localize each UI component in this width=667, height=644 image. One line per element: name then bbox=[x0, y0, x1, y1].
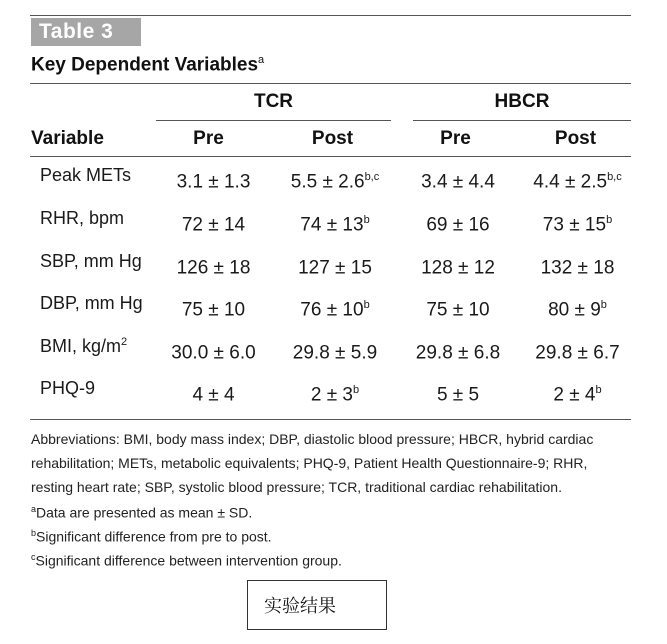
cell-value: 5.5 ± 2.6 bbox=[290, 171, 365, 193]
cell-value: 30.0 ± 6.0 bbox=[171, 342, 256, 364]
hbcr-pre-header: Pre bbox=[440, 128, 471, 149]
hbcr-group-rule bbox=[413, 120, 631, 121]
variable-cell bbox=[40, 251, 142, 272]
variable-superscript: 2 bbox=[121, 336, 128, 348]
variable-cell bbox=[40, 336, 127, 357]
tcr-pre-cell bbox=[156, 384, 271, 406]
table-row bbox=[0, 291, 667, 325]
variable-label: BMI, kg/m bbox=[40, 336, 122, 356]
footnote-c-mark: c bbox=[31, 552, 36, 562]
group-header-hbcr: HBCR bbox=[494, 91, 550, 112]
hbcr-post-cell bbox=[520, 299, 635, 321]
tcr-group-rule bbox=[156, 120, 391, 121]
footnote-abbreviations-line-3: resting heart rate; SBP, systolic blood pressure; TCR, traditional cardiac rehabilitation. bbox=[31, 479, 562, 495]
cell-footnote-mark: b bbox=[363, 299, 370, 311]
variable-column-header: Variable bbox=[31, 128, 104, 149]
header-top-rule bbox=[30, 83, 631, 84]
hbcr-post-cell bbox=[520, 342, 635, 364]
cell-footnote-mark: b bbox=[606, 214, 613, 226]
hbcr-pre-cell bbox=[408, 214, 508, 236]
variable-label: Peak METs bbox=[40, 165, 132, 185]
tcr-post-cell bbox=[275, 342, 395, 364]
variable-cell bbox=[40, 378, 95, 399]
cell-value: 2 ± 4 bbox=[553, 384, 596, 406]
cell-value: 69 ± 16 bbox=[426, 214, 490, 236]
tcr-post-cell bbox=[275, 257, 395, 279]
footnote-b-mark: b bbox=[31, 528, 37, 538]
hbcr-post-cell bbox=[520, 214, 635, 236]
cell-value: 76 ± 10 bbox=[300, 299, 364, 321]
cell-value: 29.8 ± 6.7 bbox=[535, 342, 620, 364]
tcr-post-cell bbox=[275, 214, 395, 236]
footnote-b bbox=[31, 528, 272, 545]
table-row bbox=[0, 334, 667, 368]
cell-value: 75 ± 10 bbox=[426, 299, 490, 321]
cell-value: 3.4 ± 4.4 bbox=[421, 171, 495, 193]
cell-footnote-mark: b bbox=[363, 214, 370, 226]
variable-cell bbox=[40, 165, 131, 186]
table-row bbox=[0, 249, 667, 283]
tcr-post-cell bbox=[275, 299, 395, 321]
cell-value: 126 ± 18 bbox=[176, 257, 251, 279]
tcr-pre-header: Pre bbox=[193, 128, 224, 149]
cell-value: 80 ± 9 bbox=[548, 299, 601, 321]
tcr-pre-cell bbox=[156, 342, 271, 364]
cell-value: 4.4 ± 2.5 bbox=[533, 171, 608, 193]
cell-value: 3.1 ± 1.3 bbox=[176, 171, 251, 193]
cell-value: 74 ± 13 bbox=[300, 214, 364, 236]
table-title bbox=[31, 54, 264, 76]
footnote-abbreviations-line-2: rehabilitation; METs, metabolic equivalents; PHQ-9, Patient Health Questionnaire-9; RHR, bbox=[31, 455, 588, 471]
footnote-a-mark: a bbox=[31, 504, 37, 514]
tcr-post-cell bbox=[275, 384, 395, 406]
cell-value: 75 ± 10 bbox=[181, 299, 246, 321]
footnote-abbreviations-line-1: Abbreviations: BMI, body mass index; DBP, diastolic blood pressure; HBCR, hybrid cardiac bbox=[31, 431, 594, 447]
table-title-footnote-mark: a bbox=[258, 54, 265, 66]
cell-value: 128 ± 12 bbox=[421, 257, 495, 279]
table-bottom-rule bbox=[30, 419, 631, 420]
hbcr-post-cell bbox=[520, 257, 635, 279]
variable-cell bbox=[40, 208, 124, 229]
hbcr-post-cell bbox=[520, 384, 635, 406]
hbcr-post-cell bbox=[520, 171, 635, 193]
tcr-pre-cell bbox=[156, 171, 271, 193]
tcr-post-header: Post bbox=[311, 128, 354, 149]
footnote-c-text: Significant difference between intervention group. bbox=[35, 552, 342, 569]
tcr-post-cell bbox=[275, 171, 395, 193]
group-header-tcr: TCR bbox=[253, 91, 294, 112]
cell-footnote-mark: b bbox=[600, 299, 607, 311]
tcr-pre-cell bbox=[156, 299, 271, 321]
table-row bbox=[0, 163, 667, 197]
footnote-b-text: Significant difference from pre to post. bbox=[36, 528, 272, 545]
hbcr-pre-cell bbox=[408, 171, 508, 193]
cell-value: 132 ± 18 bbox=[540, 257, 615, 279]
cell-footnote-mark: b,c bbox=[364, 171, 380, 183]
cell-value: 72 ± 14 bbox=[181, 214, 246, 236]
cell-footnote-mark: b bbox=[353, 384, 360, 396]
variable-label: PHQ-9 bbox=[40, 378, 96, 398]
tcr-pre-cell bbox=[156, 214, 271, 236]
variable-cell bbox=[40, 293, 143, 314]
variable-label: SBP, mm Hg bbox=[40, 251, 142, 271]
footnote-a-text: Data are presented as mean ± SD. bbox=[36, 504, 253, 521]
table-row bbox=[0, 376, 667, 410]
cell-footnote-mark: b,c bbox=[607, 171, 622, 183]
header-bottom-rule bbox=[30, 156, 631, 157]
cell-value: 127 ± 15 bbox=[298, 257, 372, 279]
footnote-c bbox=[31, 552, 342, 569]
hbcr-pre-cell bbox=[408, 299, 508, 321]
cell-value: 4 ± 4 bbox=[192, 384, 235, 406]
variable-label: DBP, mm Hg bbox=[40, 293, 143, 313]
tcr-pre-cell bbox=[156, 257, 271, 279]
hbcr-pre-cell bbox=[408, 384, 508, 406]
cell-value: 5 ± 5 bbox=[436, 384, 480, 406]
annotation-box: 实验结果 bbox=[247, 580, 387, 630]
table-row bbox=[0, 206, 667, 240]
variable-label: RHR, bpm bbox=[40, 208, 125, 228]
cell-value: 29.8 ± 5.9 bbox=[292, 342, 378, 364]
table-label: Table 3 bbox=[31, 18, 141, 46]
hbcr-pre-cell bbox=[408, 342, 508, 364]
hbcr-pre-cell bbox=[408, 257, 508, 279]
footnote-a bbox=[31, 504, 252, 521]
cell-footnote-mark: b bbox=[595, 384, 602, 396]
top-rule bbox=[30, 15, 631, 16]
cell-value: 2 ± 3 bbox=[310, 384, 353, 406]
hbcr-post-header: Post bbox=[554, 128, 597, 149]
table-title-text: Key Dependent Variables bbox=[31, 54, 259, 76]
cell-value: 73 ± 15 bbox=[542, 214, 607, 236]
cell-value: 29.8 ± 6.8 bbox=[415, 342, 501, 364]
